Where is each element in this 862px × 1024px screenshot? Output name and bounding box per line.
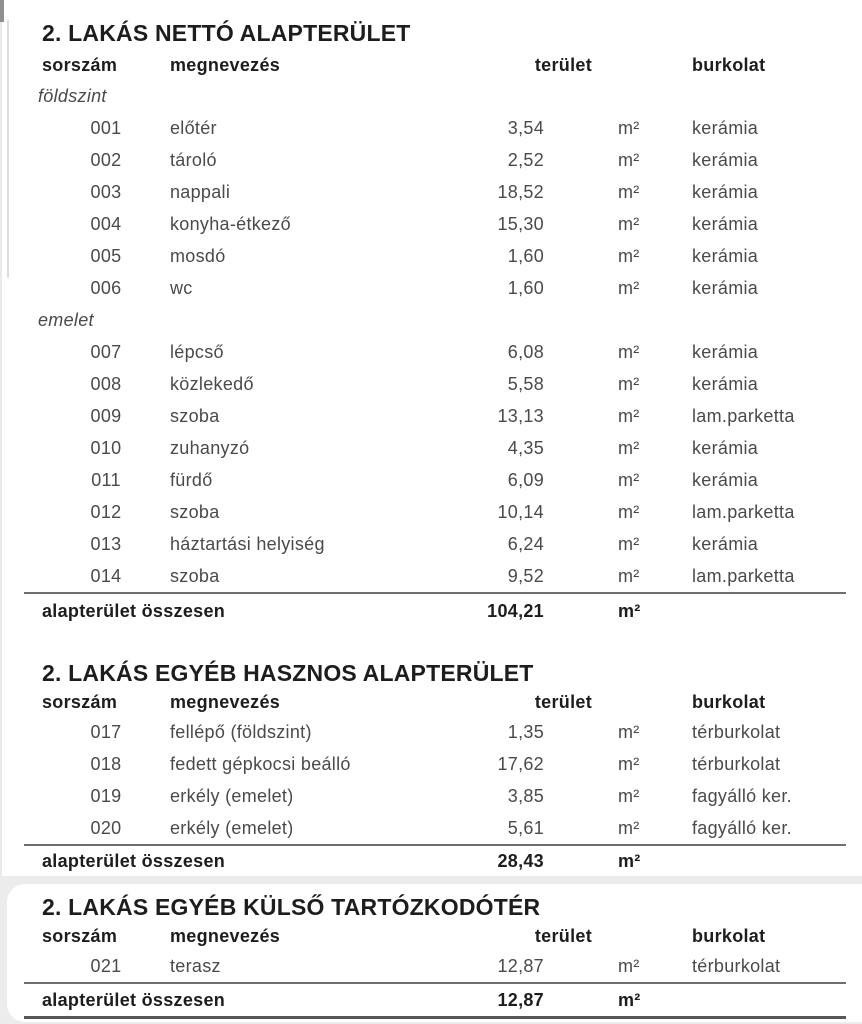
row-unit: m² <box>618 955 640 976</box>
row-name: zuhanyzó <box>170 437 250 458</box>
row-number: 012 <box>90 501 122 522</box>
row-area: 4,35 <box>507 437 544 458</box>
row-unit: m² <box>618 277 640 298</box>
table-body <box>42 716 846 844</box>
row-unit: m² <box>618 501 640 522</box>
row-area: 15,30 <box>497 213 544 234</box>
row-name: lépcső <box>170 341 224 362</box>
table-row <box>42 144 846 176</box>
row-unit: m² <box>618 533 640 554</box>
section-title: 2. LAKÁS EGYÉB HASZNOS ALAPTERÜLET <box>42 660 534 686</box>
col-header-sorszam: sorszám <box>42 925 118 946</box>
row-number: 021 <box>90 955 122 976</box>
col-header-sorszam: sorszám <box>42 54 118 75</box>
row-finish: lam.parketta <box>692 501 795 522</box>
row-number: 014 <box>90 565 122 586</box>
table-total-row <box>42 846 846 876</box>
table-row <box>42 432 846 464</box>
table-row <box>42 176 846 208</box>
table-row <box>42 716 846 748</box>
row-area: 3,54 <box>507 117 544 138</box>
row-name: wc <box>170 277 193 298</box>
row-name: fedett gépkocsi beálló <box>170 753 351 774</box>
col-header-megnevezes: megnevezés <box>170 54 281 75</box>
row-unit: m² <box>618 565 640 586</box>
row-finish: kerámia <box>692 181 759 202</box>
row-number: 007 <box>90 341 122 362</box>
row-finish: kerámia <box>692 117 759 138</box>
row-number: 010 <box>90 437 122 458</box>
table-bottom-rule <box>24 1016 846 1019</box>
table-row <box>42 464 846 496</box>
row-area: 6,24 <box>507 533 544 554</box>
table-row <box>42 812 846 844</box>
net-floor-area-section <box>0 16 862 628</box>
row-number: 009 <box>90 405 122 426</box>
table-row <box>42 528 846 560</box>
row-name: erkély (emelet) <box>170 785 294 806</box>
row-unit: m² <box>618 721 640 742</box>
total-label: alapterület összesen <box>42 989 226 1010</box>
row-number: 020 <box>90 817 122 838</box>
row-unit: m² <box>618 817 640 838</box>
col-header-terulet: terület <box>534 691 592 712</box>
total-value: 12,87 <box>497 989 544 1010</box>
page-edge-artifact-dark <box>0 0 4 22</box>
row-unit: m² <box>618 341 640 362</box>
total-unit: m² <box>618 850 641 871</box>
row-finish: térburkolat <box>692 721 781 742</box>
row-finish: lam.parketta <box>692 565 795 586</box>
table-row <box>42 272 846 304</box>
table-row <box>42 560 846 592</box>
table-row <box>42 208 846 240</box>
row-number: 018 <box>90 753 122 774</box>
row-finish: fagyálló ker. <box>692 817 792 838</box>
row-area: 6,09 <box>507 469 544 490</box>
total-value: 104,21 <box>487 600 544 621</box>
table-row <box>42 496 846 528</box>
table-row <box>42 368 846 400</box>
row-area: 5,61 <box>507 817 544 838</box>
row-finish: térburkolat <box>692 955 781 976</box>
row-name: fürdő <box>170 469 213 490</box>
row-number: 008 <box>90 373 122 394</box>
total-value: 28,43 <box>497 850 544 871</box>
table-row <box>42 748 846 780</box>
row-name: fellépő (földszint) <box>170 721 312 742</box>
col-header-burkolat: burkolat <box>692 691 766 712</box>
row-name: mosdó <box>170 245 226 266</box>
row-name: konyha-étkező <box>170 213 291 234</box>
page-left-edge-artifact <box>0 0 2 876</box>
row-finish: kerámia <box>692 437 759 458</box>
row-area: 10,14 <box>497 501 544 522</box>
table-row <box>42 950 846 982</box>
row-name: előtér <box>170 117 217 138</box>
table-header-row <box>42 688 846 716</box>
total-unit: m² <box>618 600 641 621</box>
col-header-burkolat: burkolat <box>692 54 766 75</box>
row-finish: kerámia <box>692 213 759 234</box>
col-header-terulet: terület <box>534 54 592 75</box>
row-finish: térburkolat <box>692 753 781 774</box>
table-row <box>42 112 846 144</box>
row-name: közlekedő <box>170 373 254 394</box>
table-total-row <box>42 594 846 628</box>
col-header-burkolat: burkolat <box>692 925 766 946</box>
row-area: 3,85 <box>507 785 544 806</box>
row-unit: m² <box>618 181 640 202</box>
row-unit: m² <box>618 785 640 806</box>
row-unit: m² <box>618 437 640 458</box>
table-header-row <box>42 922 846 950</box>
section-title: 2. LAKÁS EGYÉB KÜLSŐ TARTÓZKODÓTÉR <box>42 894 541 920</box>
row-unit: m² <box>618 117 640 138</box>
row-area: 5,58 <box>507 373 544 394</box>
row-area: 6,08 <box>507 341 544 362</box>
row-area: 12,87 <box>497 955 544 976</box>
row-finish: kerámia <box>692 277 759 298</box>
row-finish: fagyálló ker. <box>692 785 792 806</box>
row-area: 1,60 <box>507 245 544 266</box>
row-name: tároló <box>170 149 217 170</box>
row-number: 013 <box>90 533 122 554</box>
col-header-megnevezes: megnevezés <box>170 691 281 712</box>
row-area: 2,52 <box>507 149 544 170</box>
row-name: szoba <box>170 565 220 586</box>
row-area: 1,35 <box>507 721 544 742</box>
row-number: 019 <box>90 785 122 806</box>
row-number: 001 <box>90 117 122 138</box>
outdoor-area-card <box>7 884 862 1022</box>
row-unit: m² <box>618 753 640 774</box>
row-finish: kerámia <box>692 469 759 490</box>
total-label: alapterület összesen <box>42 850 226 871</box>
page-edge-artifact-line <box>7 20 9 278</box>
row-area: 9,52 <box>507 565 544 586</box>
row-area: 18,52 <box>497 181 544 202</box>
row-area: 13,13 <box>497 405 544 426</box>
row-unit: m² <box>618 469 640 490</box>
table-body <box>38 80 846 592</box>
row-unit: m² <box>618 149 640 170</box>
row-area: 17,62 <box>497 753 544 774</box>
row-name: szoba <box>170 501 220 522</box>
table-header-row <box>42 50 846 80</box>
col-header-terulet: terület <box>534 925 592 946</box>
row-finish: kerámia <box>692 341 759 362</box>
row-finish: kerámia <box>692 245 759 266</box>
row-unit: m² <box>618 245 640 266</box>
row-number: 003 <box>90 181 122 202</box>
col-header-sorszam: sorszám <box>42 691 118 712</box>
row-number: 006 <box>90 277 122 298</box>
floor-group-label: emelet <box>38 310 94 330</box>
section-title: 2. LAKÁS NETTÓ ALAPTERÜLET <box>42 20 411 46</box>
table-row <box>42 400 846 432</box>
row-finish: kerámia <box>692 373 759 394</box>
col-header-megnevezes: megnevezés <box>170 925 281 946</box>
row-number: 002 <box>90 149 122 170</box>
table-total-row <box>42 984 846 1016</box>
row-name: háztartási helyiség <box>170 533 325 554</box>
row-number: 011 <box>91 469 121 490</box>
floor-group-label: földszint <box>38 86 107 106</box>
other-useful-area-section <box>0 658 862 876</box>
row-name: nappali <box>170 181 231 202</box>
row-finish: lam.parketta <box>692 405 795 426</box>
row-area: 1,60 <box>507 277 544 298</box>
table-body <box>42 950 846 982</box>
table-row <box>42 336 846 368</box>
row-name: erkély (emelet) <box>170 817 294 838</box>
row-finish: kerámia <box>692 533 759 554</box>
row-unit: m² <box>618 405 640 426</box>
row-name: szoba <box>170 405 220 426</box>
row-number: 005 <box>90 245 122 266</box>
row-finish: kerámia <box>692 149 759 170</box>
row-name: terasz <box>170 955 221 976</box>
row-unit: m² <box>618 213 640 234</box>
table-row <box>42 240 846 272</box>
table-row <box>42 780 846 812</box>
total-unit: m² <box>618 989 641 1010</box>
row-number: 004 <box>90 213 122 234</box>
total-label: alapterület összesen <box>42 600 226 621</box>
row-number: 017 <box>90 721 122 742</box>
row-unit: m² <box>618 373 640 394</box>
